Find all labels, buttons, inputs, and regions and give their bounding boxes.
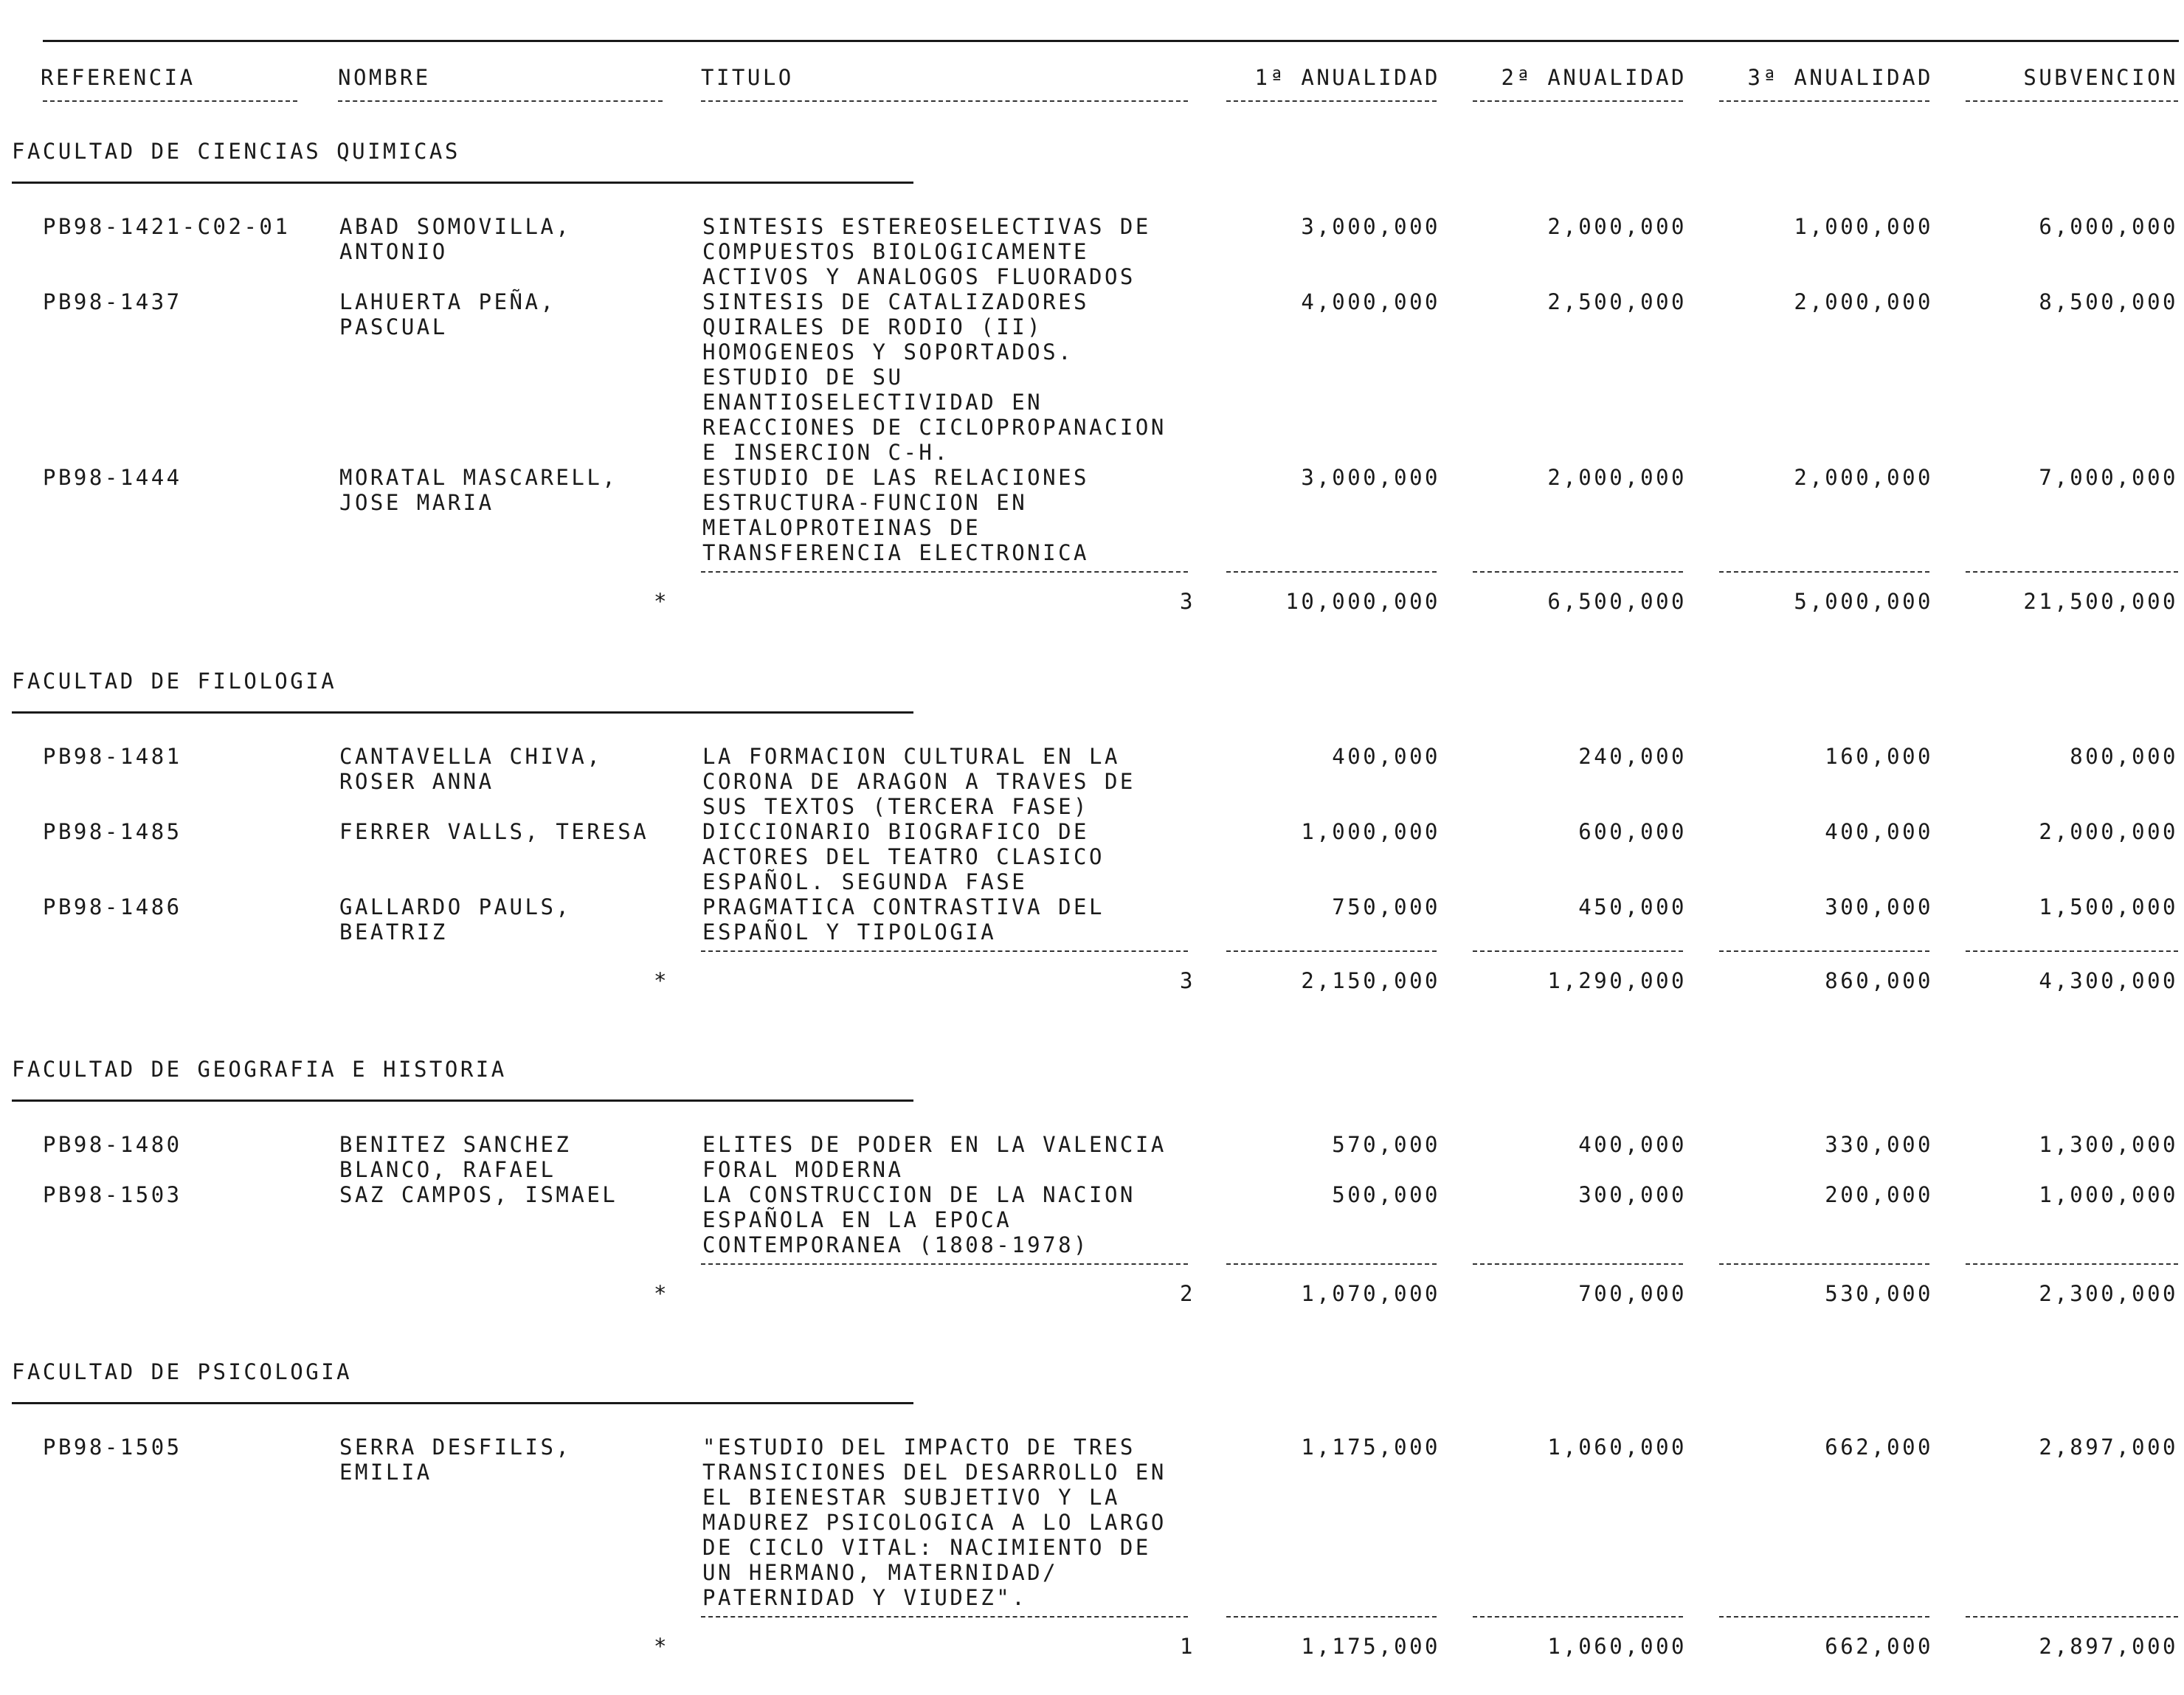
total-separator [1719,1616,1929,1618]
row-subvencion: 1,500,000 [2039,894,2178,919]
header-underline-anualidad-3 [1719,100,1929,102]
row-titulo: REACCIONES DE CICLOPROPANACION [702,415,1167,440]
row-anualidad-3: 200,000 [1825,1182,1933,1207]
row-subvencion: 8,500,000 [2039,289,2178,314]
total-count: 3 [1180,589,1195,614]
header-underline-titulo [701,100,1188,102]
section-title: FACULTAD DE GEOGRAFIA E HISTORIA [12,1057,507,1082]
row-titulo: LA FORMACION CULTURAL EN LA [702,744,1120,769]
row-nombre: LAHUERTA PEÑA, [339,289,556,314]
row-titulo: TRANSFERENCIA ELECTRONICA [702,540,1089,565]
total-separator [1966,571,2178,573]
row-referencia: PB98-1421-C02-01 [43,214,291,239]
total-marker: * [654,968,669,993]
header-underline-anualidad-1 [1226,100,1437,102]
row-titulo: "ESTUDIO DEL IMPACTO DE TRES [702,1435,1136,1460]
total-separator [701,571,1188,573]
total-separator [1226,950,1437,952]
header-underline-nombre [338,100,663,102]
total-separator [701,1616,1188,1618]
row-anualidad-2: 2,500,000 [1547,289,1687,314]
row-titulo: ESTRUCTURA-FUNCION EN [702,490,1028,515]
row-referencia: PB98-1444 [43,465,182,490]
row-referencia: PB98-1437 [43,289,182,314]
row-nombre: BENITEZ SANCHEZ [339,1132,572,1157]
header-nombre: NOMBRE [338,65,431,90]
section-title: FACULTAD DE FILOLOGIA [12,669,337,694]
total-anualidad-2: 1,060,000 [1547,1634,1687,1659]
row-nombre: ROSER ANNA [339,769,494,794]
total-subvencion: 2,897,000 [2039,1634,2178,1659]
section-rule [12,1402,913,1404]
total-count: 3 [1180,968,1195,993]
total-anualidad-3: 5,000,000 [1794,589,1933,614]
row-nombre: CANTAVELLA CHIVA, [339,744,603,769]
total-separator [1719,1263,1929,1265]
row-titulo: E INSERCION C-H. [702,440,950,465]
total-anualidad-3: 530,000 [1825,1281,1933,1306]
row-anualidad-2: 2,000,000 [1547,465,1687,490]
total-separator [1719,571,1929,573]
row-titulo: SINTESIS DE CATALIZADORES [702,289,1089,314]
header-underline-referencia [43,100,297,102]
section-rule [12,711,913,714]
row-anualidad-3: 2,000,000 [1794,465,1933,490]
total-anualidad-3: 662,000 [1825,1634,1933,1659]
total-separator [1473,1263,1683,1265]
row-titulo: ACTORES DEL TEATRO CLASICO [702,844,1105,869]
row-nombre: GALLARDO PAULS, [339,894,572,919]
total-count: 2 [1180,1281,1195,1306]
row-titulo: PRAGMATICA CONTRASTIVA DEL [702,894,1105,919]
header-underline-subvencion [1966,100,2178,102]
row-anualidad-1: 4,000,000 [1301,289,1440,314]
row-anualidad-3: 330,000 [1825,1132,1933,1157]
total-subvencion: 21,500,000 [2023,589,2178,614]
row-titulo: FORAL MODERNA [702,1157,904,1182]
row-titulo: PATERNIDAD Y VIUDEZ". [702,1585,1028,1610]
row-subvencion: 7,000,000 [2039,465,2178,490]
row-titulo: ESTUDIO DE LAS RELACIONES [702,465,1089,490]
total-subvencion: 4,300,000 [2039,968,2178,993]
row-subvencion: 1,000,000 [2039,1182,2178,1207]
row-nombre: JOSE MARIA [339,490,494,515]
row-titulo: METALOPROTEINAS DE [702,515,981,540]
total-separator [1473,1616,1683,1618]
total-anualidad-3: 860,000 [1825,968,1933,993]
total-count: 1 [1180,1634,1195,1659]
header-underline-anualidad-2 [1473,100,1683,102]
total-separator [1226,571,1437,573]
row-anualidad-3: 160,000 [1825,744,1933,769]
row-nombre: EMILIA [339,1460,432,1485]
row-anualidad-3: 400,000 [1825,819,1933,844]
row-anualidad-3: 1,000,000 [1794,214,1933,239]
row-anualidad-1: 1,175,000 [1301,1435,1440,1460]
top-rule [43,40,2179,42]
row-titulo: QUIRALES DE RODIO (II) [702,314,1043,339]
row-titulo: SUS TEXTOS (TERCERA FASE) [702,794,1089,819]
row-referencia: PB98-1505 [43,1435,182,1460]
row-titulo: ESPAÑOLA EN LA EPOCA [702,1207,1012,1232]
total-separator [1473,950,1683,952]
total-separator [1226,1616,1437,1618]
row-titulo: MADUREZ PSICOLOGICA A LO LARGO [702,1510,1167,1535]
row-titulo: HOMOGENEOS Y SOPORTADOS. [702,339,1074,365]
header-referencia: REFERENCIA [41,65,196,90]
row-anualidad-1: 3,000,000 [1301,465,1440,490]
total-separator [1473,571,1683,573]
row-anualidad-1: 570,000 [1332,1132,1440,1157]
row-titulo: ESTUDIO DE SU [702,365,904,390]
total-separator [1966,1263,2178,1265]
total-marker: * [654,1634,669,1659]
row-titulo: CORONA DE ARAGON A TRAVES DE [702,769,1136,794]
row-titulo: ESPAÑOL Y TIPOLOGIA [702,919,997,945]
header-anualidad-3: 3ª ANUALIDAD [1747,65,1933,90]
row-nombre: FERRER VALLS, TERESA [339,819,649,844]
row-titulo: ELITES DE PODER EN LA VALENCIA [702,1132,1167,1157]
row-titulo: ENANTIOSELECTIVIDAD EN [702,390,1043,415]
row-titulo: COMPUESTOS BIOLOGICAMENTE [702,239,1089,264]
row-subvencion: 1,300,000 [2039,1132,2178,1157]
row-referencia: PB98-1486 [43,894,182,919]
section-title: FACULTAD DE PSICOLOGIA [12,1359,353,1384]
section-rule [12,1099,913,1102]
row-subvencion: 800,000 [2070,744,2178,769]
row-nombre: SAZ CAMPOS, ISMAEL [339,1182,618,1207]
total-anualidad-2: 700,000 [1578,1281,1687,1306]
row-nombre: BLANCO, RAFAEL [339,1157,556,1182]
total-anualidad-1: 1,070,000 [1301,1281,1440,1306]
row-referencia: PB98-1485 [43,819,182,844]
row-anualidad-1: 750,000 [1332,894,1440,919]
row-nombre: SERRA DESFILIS, [339,1435,572,1460]
total-separator [1226,1263,1437,1265]
row-titulo: SINTESIS ESTEREOSELECTIVAS DE [702,214,1151,239]
total-anualidad-1: 2,150,000 [1301,968,1440,993]
header-titulo: TITULO [701,65,794,90]
total-anualidad-1: 1,175,000 [1301,1634,1440,1659]
row-titulo: CONTEMPORANEA (1808-1978) [702,1232,1089,1257]
header-subvencion: SUBVENCION [2023,65,2178,90]
header-anualidad-2: 2ª ANUALIDAD [1501,65,1687,90]
total-separator [701,1263,1188,1265]
row-titulo: TRANSICIONES DEL DESARROLLO EN [702,1460,1167,1485]
total-anualidad-2: 6,500,000 [1547,589,1687,614]
row-referencia: PB98-1480 [43,1132,182,1157]
total-separator [1966,950,2178,952]
row-anualidad-2: 600,000 [1578,819,1687,844]
row-anualidad-1: 400,000 [1332,744,1440,769]
total-anualidad-1: 10,000,000 [1285,589,1440,614]
row-titulo: LA CONSTRUCCION DE LA NACION [702,1182,1136,1207]
total-anualidad-2: 1,290,000 [1547,968,1687,993]
header-anualidad-1: 1ª ANUALIDAD [1254,65,1440,90]
row-anualidad-1: 1,000,000 [1301,819,1440,844]
row-titulo: EL BIENESTAR SUBJETIVO Y LA [702,1485,1120,1510]
row-anualidad-2: 240,000 [1578,744,1687,769]
row-anualidad-2: 400,000 [1578,1132,1687,1157]
row-anualidad-3: 2,000,000 [1794,289,1933,314]
row-titulo: DE CICLO VITAL: NACIMIENTO DE [702,1535,1151,1560]
row-referencia: PB98-1503 [43,1182,182,1207]
row-anualidad-1: 3,000,000 [1301,214,1440,239]
row-nombre: ABAD SOMOVILLA, [339,214,572,239]
row-nombre: PASCUAL [339,314,448,339]
row-referencia: PB98-1481 [43,744,182,769]
section-rule [12,182,913,184]
row-nombre: ANTONIO [339,239,448,264]
section-title: FACULTAD DE CIENCIAS QUIMICAS [12,139,460,164]
row-nombre: BEATRIZ [339,919,448,945]
total-marker: * [654,1281,669,1306]
row-subvencion: 2,897,000 [2039,1435,2178,1460]
row-anualidad-2: 2,000,000 [1547,214,1687,239]
row-titulo: DICCIONARIO BIOGRAFICO DE [702,819,1089,844]
row-subvencion: 6,000,000 [2039,214,2178,239]
row-anualidad-2: 300,000 [1578,1182,1687,1207]
total-separator [1966,1616,2178,1618]
row-titulo: ACTIVOS Y ANALOGOS FLUORADOS [702,264,1136,289]
row-nombre: MORATAL MASCARELL, [339,465,618,490]
row-anualidad-3: 662,000 [1825,1435,1933,1460]
total-separator [701,950,1188,952]
row-subvencion: 2,000,000 [2039,819,2178,844]
row-titulo: UN HERMANO, MATERNIDAD/ [702,1560,1059,1585]
total-separator [1719,950,1929,952]
row-anualidad-2: 450,000 [1578,894,1687,919]
row-titulo: ESPAÑOL. SEGUNDA FASE [702,869,1028,894]
row-anualidad-3: 300,000 [1825,894,1933,919]
total-subvencion: 2,300,000 [2039,1281,2178,1306]
total-marker: * [654,589,669,614]
row-anualidad-2: 1,060,000 [1547,1435,1687,1460]
row-anualidad-1: 500,000 [1332,1182,1440,1207]
